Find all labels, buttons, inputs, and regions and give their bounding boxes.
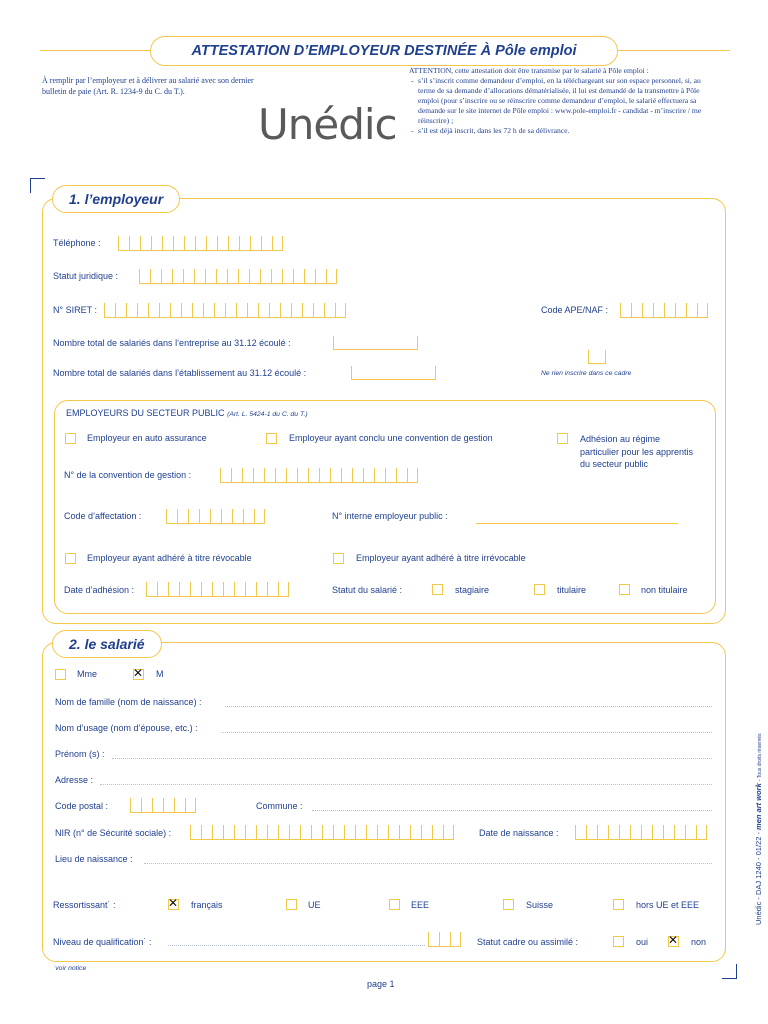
document-reference: Unédic - DAJ 1240 - 01/22 - men art work - Tous droits réservés [754, 733, 763, 925]
page-title: ATTESTATION D’EMPLOYEUR DESTINÉE À Pôle emploi [150, 36, 618, 66]
ressortissant-label: Ressortissant˙ : [53, 900, 116, 910]
registration-mark-top-left [30, 178, 45, 193]
prenom-label: Prénom (s) : [55, 749, 105, 759]
ape-naf-label: Code APE/NAF : [541, 305, 609, 315]
telephone-label: Téléphone : [53, 238, 101, 248]
titulaire-checkbox[interactable] [534, 584, 545, 595]
niveau-qualification-label: Niveau de qualification˙ : [53, 937, 152, 947]
code-affectation-label: Code d’affectation : [64, 511, 142, 521]
total-entreprise-label: Nombre total de salariés dans l’entreprise au 31.12 écoulé : [53, 338, 291, 348]
lieu-naissance-label: Lieu de naissance : [55, 854, 133, 864]
date-naissance-field[interactable] [575, 825, 707, 840]
date-naissance-label: Date de naissance : [479, 828, 559, 838]
revocable-checkbox[interactable] [65, 553, 76, 564]
employer-section-title: 1. l’employeur [52, 185, 180, 213]
registration-mark-bottom-right [722, 964, 737, 979]
niveau-qualification-field[interactable] [168, 945, 425, 946]
hors-ue-eee-checkbox[interactable] [613, 899, 624, 910]
statut-juridique-label: Statut juridique : [53, 271, 119, 281]
niveau-qualification-code[interactable] [428, 932, 461, 947]
reserved-box-note: Ne rien inscrire dans ce cadre [541, 370, 632, 377]
regime-apprentis-checkbox[interactable] [557, 433, 568, 444]
convention-checkbox[interactable] [266, 433, 277, 444]
date-adhesion-label: Date d’adhésion : [64, 585, 135, 595]
titulaire-label: titulaire [557, 585, 587, 595]
code-affectation-field[interactable] [166, 509, 265, 524]
francais-checkbox-checked[interactable] [168, 899, 179, 910]
mme-label: Mme [77, 669, 97, 679]
irrevocable-checkbox[interactable] [333, 553, 344, 564]
adresse-field[interactable] [100, 784, 712, 785]
convention-label: Employeur ayant conclu une convention de gestion [289, 433, 493, 443]
adresse-label: Adresse : [55, 775, 94, 785]
auto-assurance-checkbox[interactable] [65, 433, 76, 444]
ue-checkbox[interactable] [286, 899, 297, 910]
total-entreprise-field[interactable] [333, 336, 418, 350]
irrevocable-label: Employeur ayant adhéré à titre irrévocable [356, 553, 526, 563]
statut-juridique-field[interactable] [139, 269, 337, 284]
unedic-logo: Unédic [258, 100, 397, 149]
m-checkbox-checked[interactable] [133, 669, 144, 680]
attention-item: - s’il s’inscrit comme demandeur d’emploi, en la téléchargeant sur son espace personnel, si, au terme de sa demande d’allocations dématérialisée, il lui est demandé de la transmettre à Pôle emploi (pour s’inscrire ou se réinscrire comme demandeur d’emploi, le salarié effectuera sa demande sur le site internet de Pôle emploi : www.pole-emploi.fr - candidat - m’inscrire / me réinscrire) ; [418, 76, 715, 126]
auto-assurance-label: Employeur en auto assurance [87, 433, 207, 443]
m-label: M [156, 669, 164, 679]
non-titulaire-label: non titulaire [641, 585, 688, 595]
interne-employeur-field[interactable] [476, 523, 678, 524]
convention-number-label: N° de la convention de gestion : [64, 470, 192, 480]
siret-label: N° SIRET : [53, 305, 97, 315]
siret-field[interactable] [104, 303, 346, 318]
nom-famille-label: Nom de famille (nom de naissance) : [55, 697, 202, 707]
cadre-oui-label: oui [636, 937, 649, 947]
francais-label: français [191, 900, 223, 910]
nom-famille-field[interactable] [225, 706, 712, 707]
employee-section-title: 2. le salarié [52, 630, 162, 658]
ue-label: UE [308, 900, 321, 910]
nom-usage-label: Nom d’usage (nom d’épouse, etc.) : [55, 723, 198, 733]
commune-label: Commune : [256, 801, 303, 811]
eee-checkbox[interactable] [389, 899, 400, 910]
commune-field[interactable] [312, 810, 712, 811]
non-titulaire-checkbox[interactable] [619, 584, 630, 595]
regime-apprentis-label: Adhésion au régime particulier pour les apprentis du secteur public [580, 434, 694, 469]
stagiaire-checkbox[interactable] [432, 584, 443, 595]
statut-salarie-label: Statut du salarié : [332, 585, 403, 595]
date-adhesion-field[interactable] [146, 582, 289, 597]
reserved-box [588, 350, 606, 364]
cadre-oui-checkbox[interactable] [613, 936, 624, 947]
nom-usage-field[interactable] [221, 732, 712, 733]
convention-number-field[interactable] [220, 468, 418, 483]
suisse-label: Suisse [526, 900, 554, 910]
page-number: page 1 [367, 979, 395, 989]
suisse-checkbox[interactable] [503, 899, 514, 910]
prenom-field[interactable] [112, 758, 712, 759]
hors-ue-eee-label: hors UE et EEE [636, 900, 700, 910]
cadre-non-label: non [691, 937, 707, 947]
total-etablissement-field[interactable] [351, 366, 436, 380]
attention-title: ATTENTION, cette attestation doit être transmise par le salarié à Pôle emploi : [409, 66, 649, 75]
stagiaire-label: stagiaire [455, 585, 490, 595]
public-sector-title: EMPLOYEURS DU SECTEUR PUBLIC (Art. L. 5424-1 du C. du T.) [66, 408, 308, 418]
code-postal-field[interactable] [130, 798, 196, 813]
eee-label: EEE [411, 900, 430, 910]
voir-notice-note: ˙voir notice [53, 965, 87, 972]
telephone-field[interactable] [118, 236, 283, 251]
attention-item: - s’il est déjà inscrit, dans les 72 h de sa délivrance. [418, 126, 715, 136]
instructions-text: À remplir par l’employeur et à délivrer au salarié avec son dernier bulletin de paie (Art. R. 1234-9 du C. du T.). [42, 76, 254, 96]
code-postal-label: Code postal : [55, 801, 109, 811]
lieu-naissance-field[interactable] [144, 863, 712, 864]
statut-cadre-label: Statut cadre ou assimilé : [477, 937, 579, 947]
nir-label: NIR (n° de Sécurité sociale) : [55, 828, 172, 838]
interne-employeur-label: N° interne employeur public : [332, 511, 448, 521]
ape-naf-field[interactable] [620, 303, 708, 318]
attention-notice [409, 66, 715, 136]
mme-checkbox[interactable] [55, 669, 66, 680]
total-etablissement-label: Nombre total de salariés dans l’établissement au 31.12 écoulé : [53, 368, 307, 378]
revocable-label: Employeur ayant adhéré à titre révocable [87, 553, 252, 563]
cadre-non-checkbox-checked[interactable] [668, 936, 679, 947]
nir-field[interactable] [190, 825, 454, 840]
